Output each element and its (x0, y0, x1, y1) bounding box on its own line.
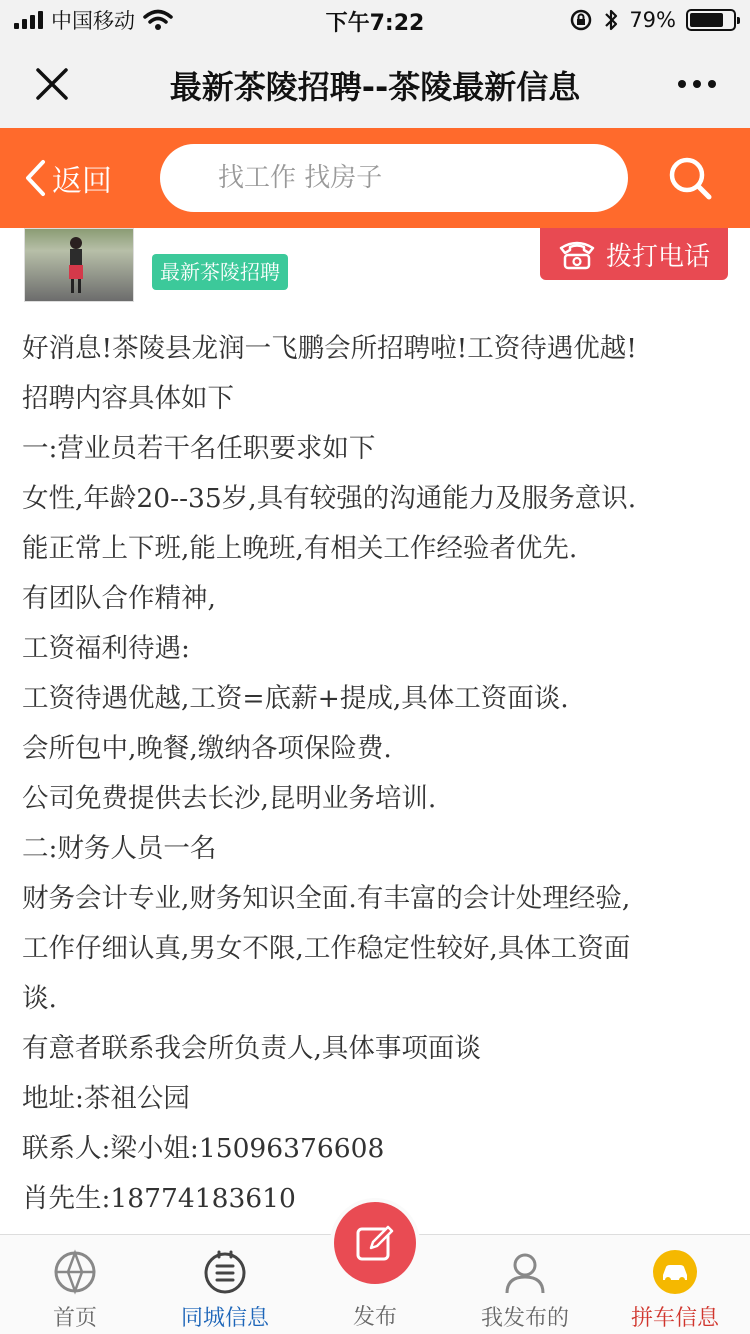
content-line: 一:营业员若干名任职要求如下 (22, 433, 376, 464)
contact-line[interactable]: 联系人:梁小姐:15096376608 (22, 1133, 385, 1164)
orientation-lock-icon (569, 8, 593, 32)
content-line: 财务会计专业,财务知识全面.有丰富的会计处理经验, (22, 883, 631, 914)
content-line: 工作仔细认真,男女不限,工作稳定性较好,具体工资面 (22, 933, 631, 964)
close-button[interactable] (30, 62, 74, 106)
chevron-left-icon (24, 159, 46, 197)
more-icon-dot (693, 80, 701, 88)
content-line: 地址:茶祖公园 (22, 1083, 190, 1114)
status-right (569, 6, 736, 34)
person-photo (65, 235, 87, 295)
status-time: 下午7:22 (325, 11, 425, 36)
content-line: 女性,年龄20--35岁,具有较强的沟通能力及服务意识. (22, 483, 637, 514)
post-content (0, 316, 750, 1234)
avatar[interactable] (24, 228, 134, 302)
call-label: 拨打电话 (605, 241, 710, 272)
search-input[interactable] (218, 163, 628, 193)
nav-item-local-info[interactable] (150, 1235, 300, 1334)
back-label: 返回 (52, 164, 112, 199)
content-line: 能正常上下班,能上晚班,有相关工作经验者优先. (22, 533, 578, 564)
content-line: 工资待遇优越,工资=底薪+提成,具体工资面谈. (22, 683, 569, 714)
user-icon (502, 1249, 548, 1295)
carrier-name: 中国移动 (51, 9, 135, 33)
title-bar (0, 40, 750, 128)
car-icon (652, 1249, 698, 1295)
more-button[interactable] (672, 62, 722, 106)
nav-label: 首页 (52, 1306, 97, 1331)
search-box[interactable] (160, 144, 628, 212)
content-line: 公司免费提供去长沙,昆明业务培训. (22, 783, 437, 814)
category-tag[interactable]: 最新茶陵招聘 (152, 254, 288, 290)
list-icon (202, 1249, 248, 1295)
phone-icon (558, 238, 596, 270)
nav-item-my-posts[interactable] (450, 1235, 600, 1334)
home-icon (52, 1249, 98, 1295)
content-line: 谈. (22, 983, 57, 1014)
call-button[interactable] (540, 228, 728, 280)
nav-item-home[interactable] (0, 1235, 150, 1334)
publish-label[interactable]: 发布 (352, 1305, 397, 1330)
nav-label: 同城信息 (180, 1306, 269, 1331)
content-line: 会所包中,晚餐,缴纳各项保险费. (22, 733, 392, 764)
battery-icon (686, 9, 736, 31)
content-line: 好消息!茶陵县龙润一飞鹏会所招聘啦!工资待遇优越! (22, 333, 637, 364)
nav-label: 我发布的 (480, 1306, 569, 1331)
content-line: 工资福利待遇: (22, 633, 190, 664)
page-title: 最新茶陵招聘--茶陵最新信息 (169, 68, 581, 106)
contact-line[interactable]: 肖先生:18774183610 (22, 1183, 296, 1214)
more-icon-dot (678, 80, 686, 88)
content-line: 招聘内容具体如下 (22, 383, 234, 414)
bluetooth-icon (603, 8, 619, 32)
app-header (0, 128, 750, 228)
back-button[interactable] (24, 156, 112, 200)
content-line: 有意者联系我会所负责人,具体事项面谈 (22, 1033, 481, 1064)
search-icon[interactable] (666, 154, 714, 202)
close-icon (35, 67, 69, 101)
status-bar (0, 0, 750, 40)
publish-button[interactable] (334, 1202, 416, 1284)
nav-label: 拼车信息 (630, 1306, 719, 1331)
edit-icon (353, 1221, 397, 1265)
post-header (0, 228, 750, 316)
content-line: 有团队合作精神, (22, 583, 216, 614)
content-line: 二:财务人员一名 (22, 833, 217, 864)
more-icon-dot (708, 80, 716, 88)
nav-item-carpool[interactable] (600, 1235, 750, 1334)
battery-percent: 79% (629, 8, 676, 32)
